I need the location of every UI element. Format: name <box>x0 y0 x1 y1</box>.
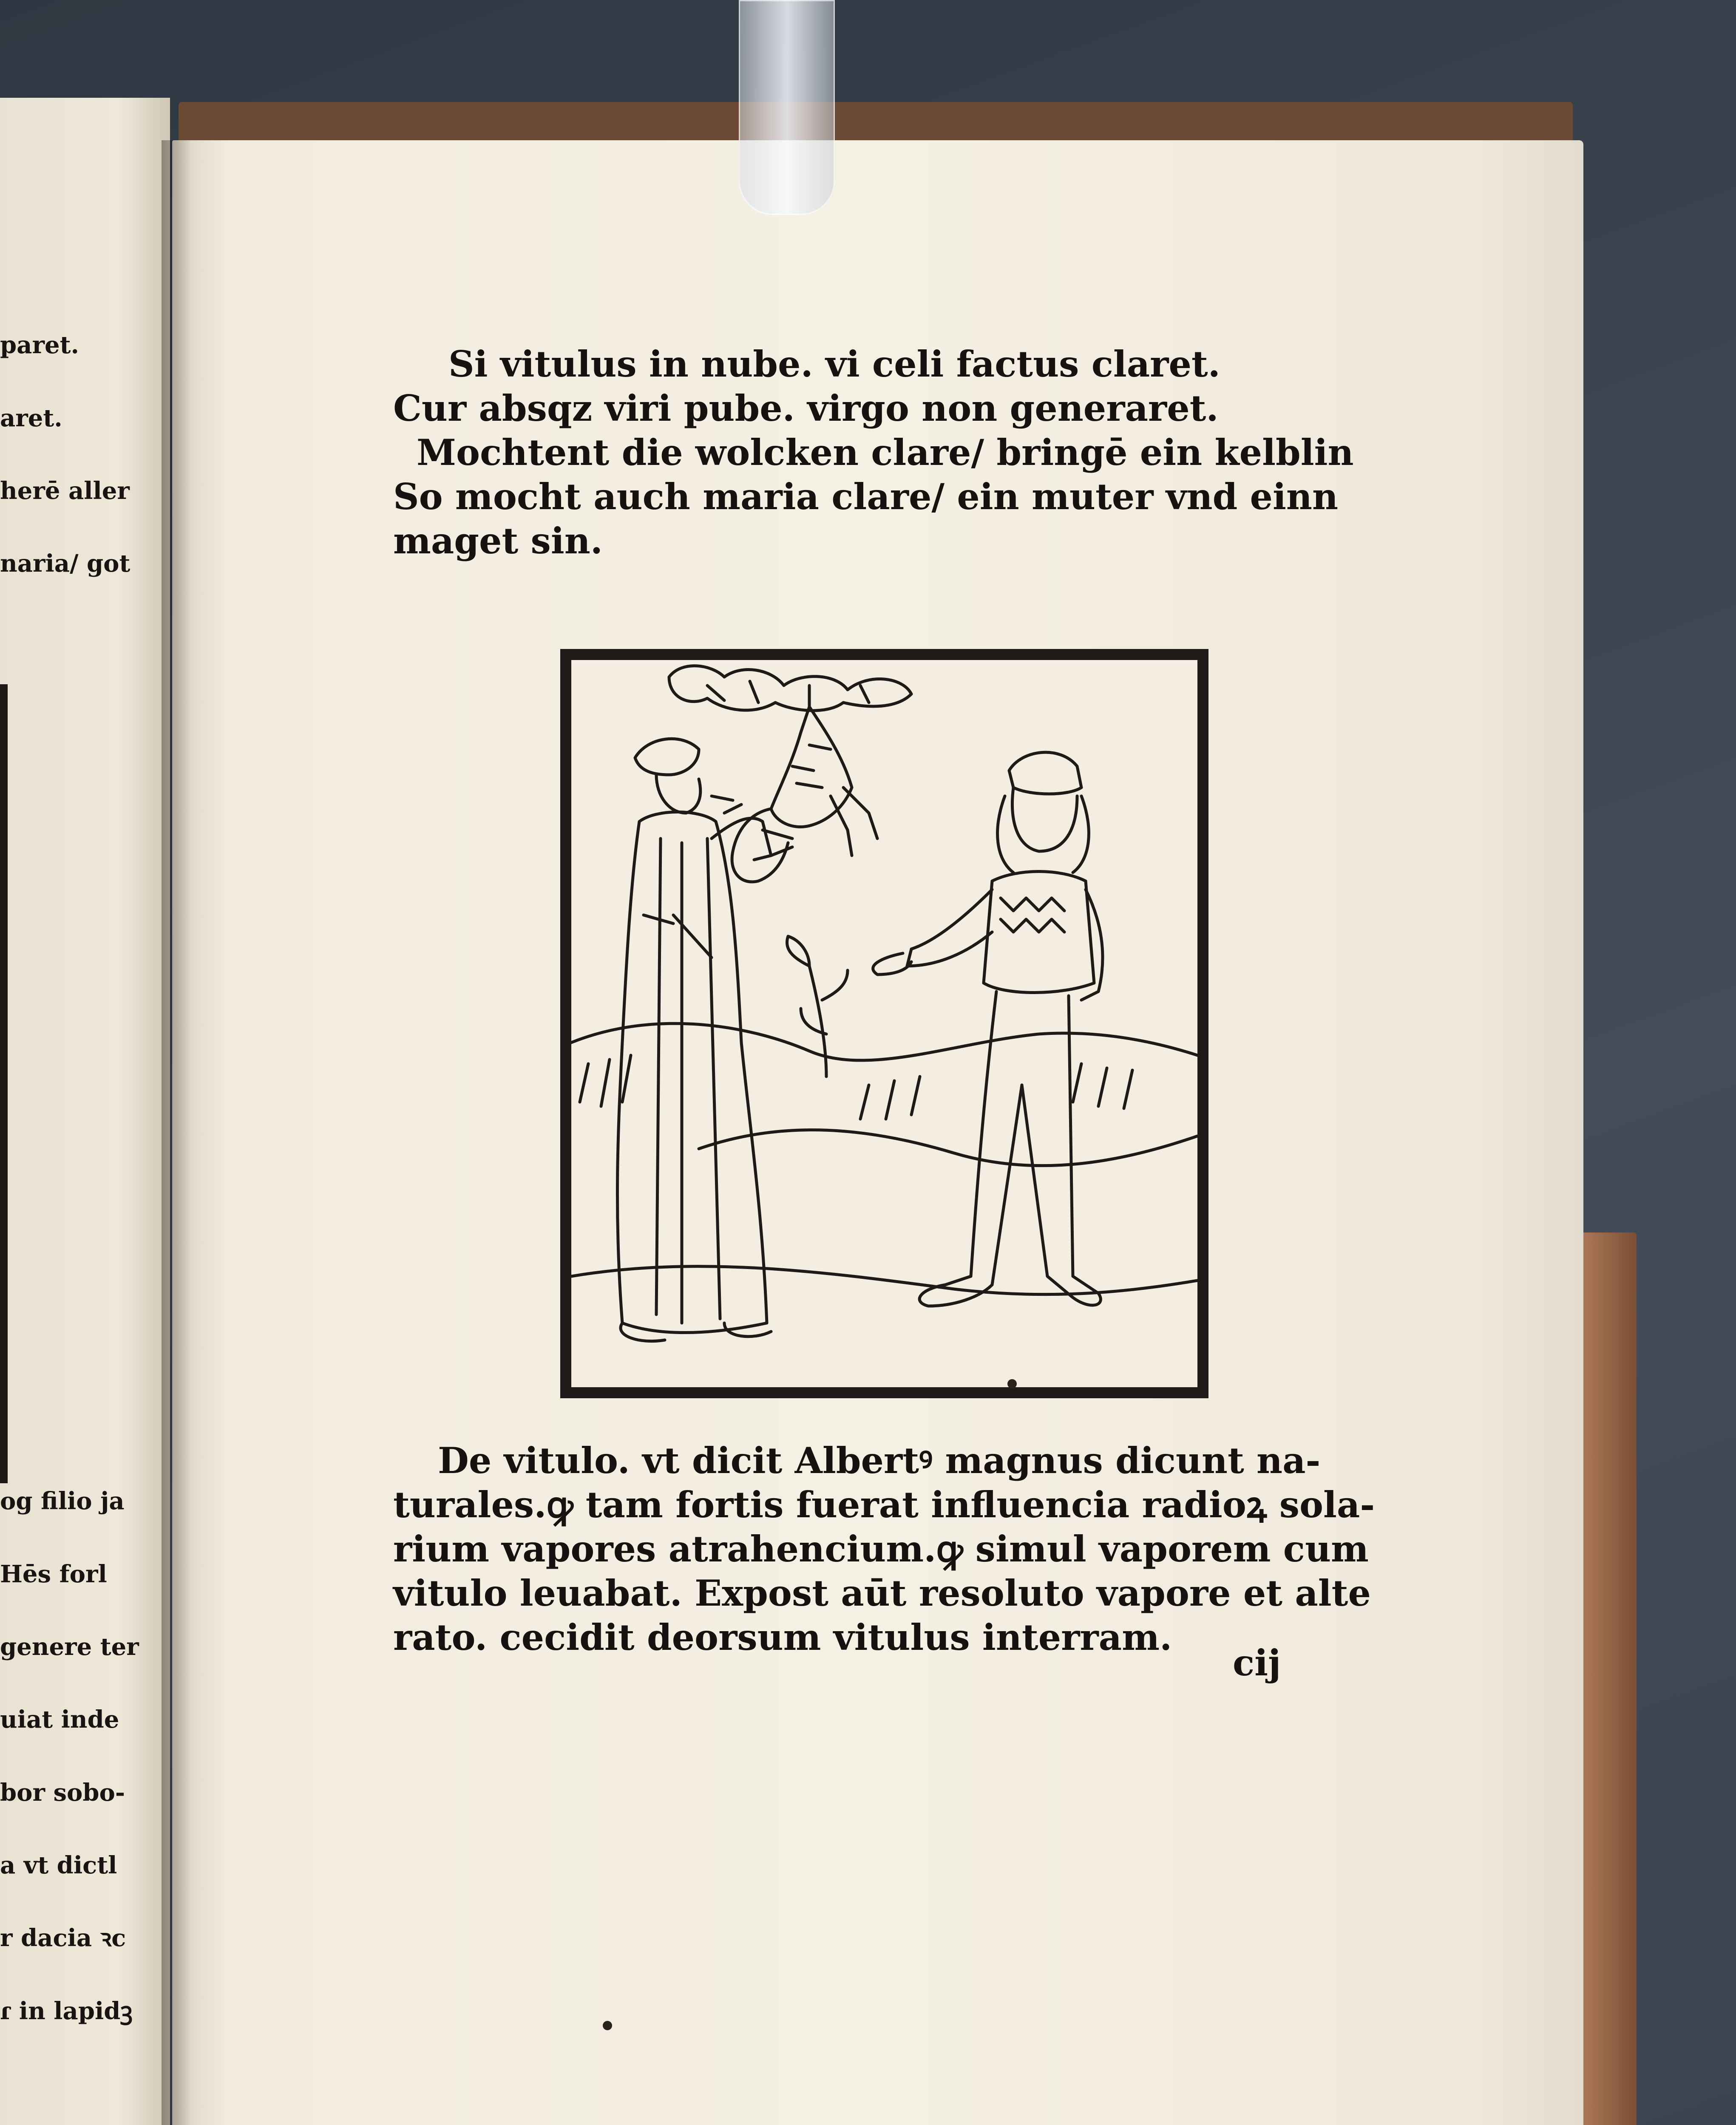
prose-line: vitulo leuabat. Expost aūt resoluto vapore et alte <box>393 1572 1371 1614</box>
prose-line: rato. cecidit deorsum vitulus interram. <box>393 1616 1172 1658</box>
prose-line: turales.ꝙ tam fortis fuerat influencia radioꝝ sola- <box>393 1484 1375 1526</box>
left-fragment-line: Hēs forl <box>0 1560 107 1588</box>
left-fragment-line: r dacia ꝛc <box>0 1924 126 1952</box>
verse-line: Mochtent die wolcken clare/ bringē ein kelblin <box>417 431 1354 473</box>
left-fragment-line: aret. <box>0 404 62 432</box>
prose-block <box>393 1439 1375 1660</box>
left-fragment-line: paret. <box>0 331 79 360</box>
left-fragment-line: ɾ in lapidꝫ <box>0 1997 133 2025</box>
left-fragment-line: genere ter <box>0 1632 139 1661</box>
page-clamp-top <box>739 0 835 215</box>
left-fragment-line: a vt dictl <box>0 1851 117 1879</box>
verse-line: Cur absqz viri pube. virgo non generaret. <box>393 387 1219 429</box>
gutter-shadow <box>162 140 191 2125</box>
left-facing-page <box>0 98 170 2125</box>
woodcut-drawing <box>571 660 1197 1387</box>
left-page-woodcut-edge <box>0 684 8 1483</box>
left-fragment-line: naria/ got <box>0 550 130 578</box>
worm-hole <box>1007 1379 1017 1388</box>
verse-block <box>393 342 1354 563</box>
prose-line: rium vapores atrahencium.ꝙ simul vaporem cum <box>393 1528 1369 1570</box>
left-page-fragments-top <box>0 285 130 625</box>
left-fragment-line: og filio ja <box>0 1487 125 1516</box>
left-fragment-line: bor sobo- <box>0 1778 125 1807</box>
left-fragment-line: uiat inde <box>0 1706 119 1734</box>
prose-line: De vitulo. vt dicit Albertꝰ magnus dicunt na- <box>438 1439 1321 1482</box>
left-fragment-line: herē aller <box>0 476 130 505</box>
verse-line: maget sin. <box>393 520 603 562</box>
left-page-fragments-bottom <box>0 1441 139 2072</box>
signature-mark: cij <box>1233 1642 1281 1684</box>
verse-line: Si vitulus in nube. vi celi factus claret. <box>448 343 1220 385</box>
verse-line: So mocht auch maria clare/ ein muter vnd einn <box>393 476 1339 518</box>
worm-hole <box>603 2021 612 2030</box>
woodcut-illustration <box>560 649 1208 1398</box>
